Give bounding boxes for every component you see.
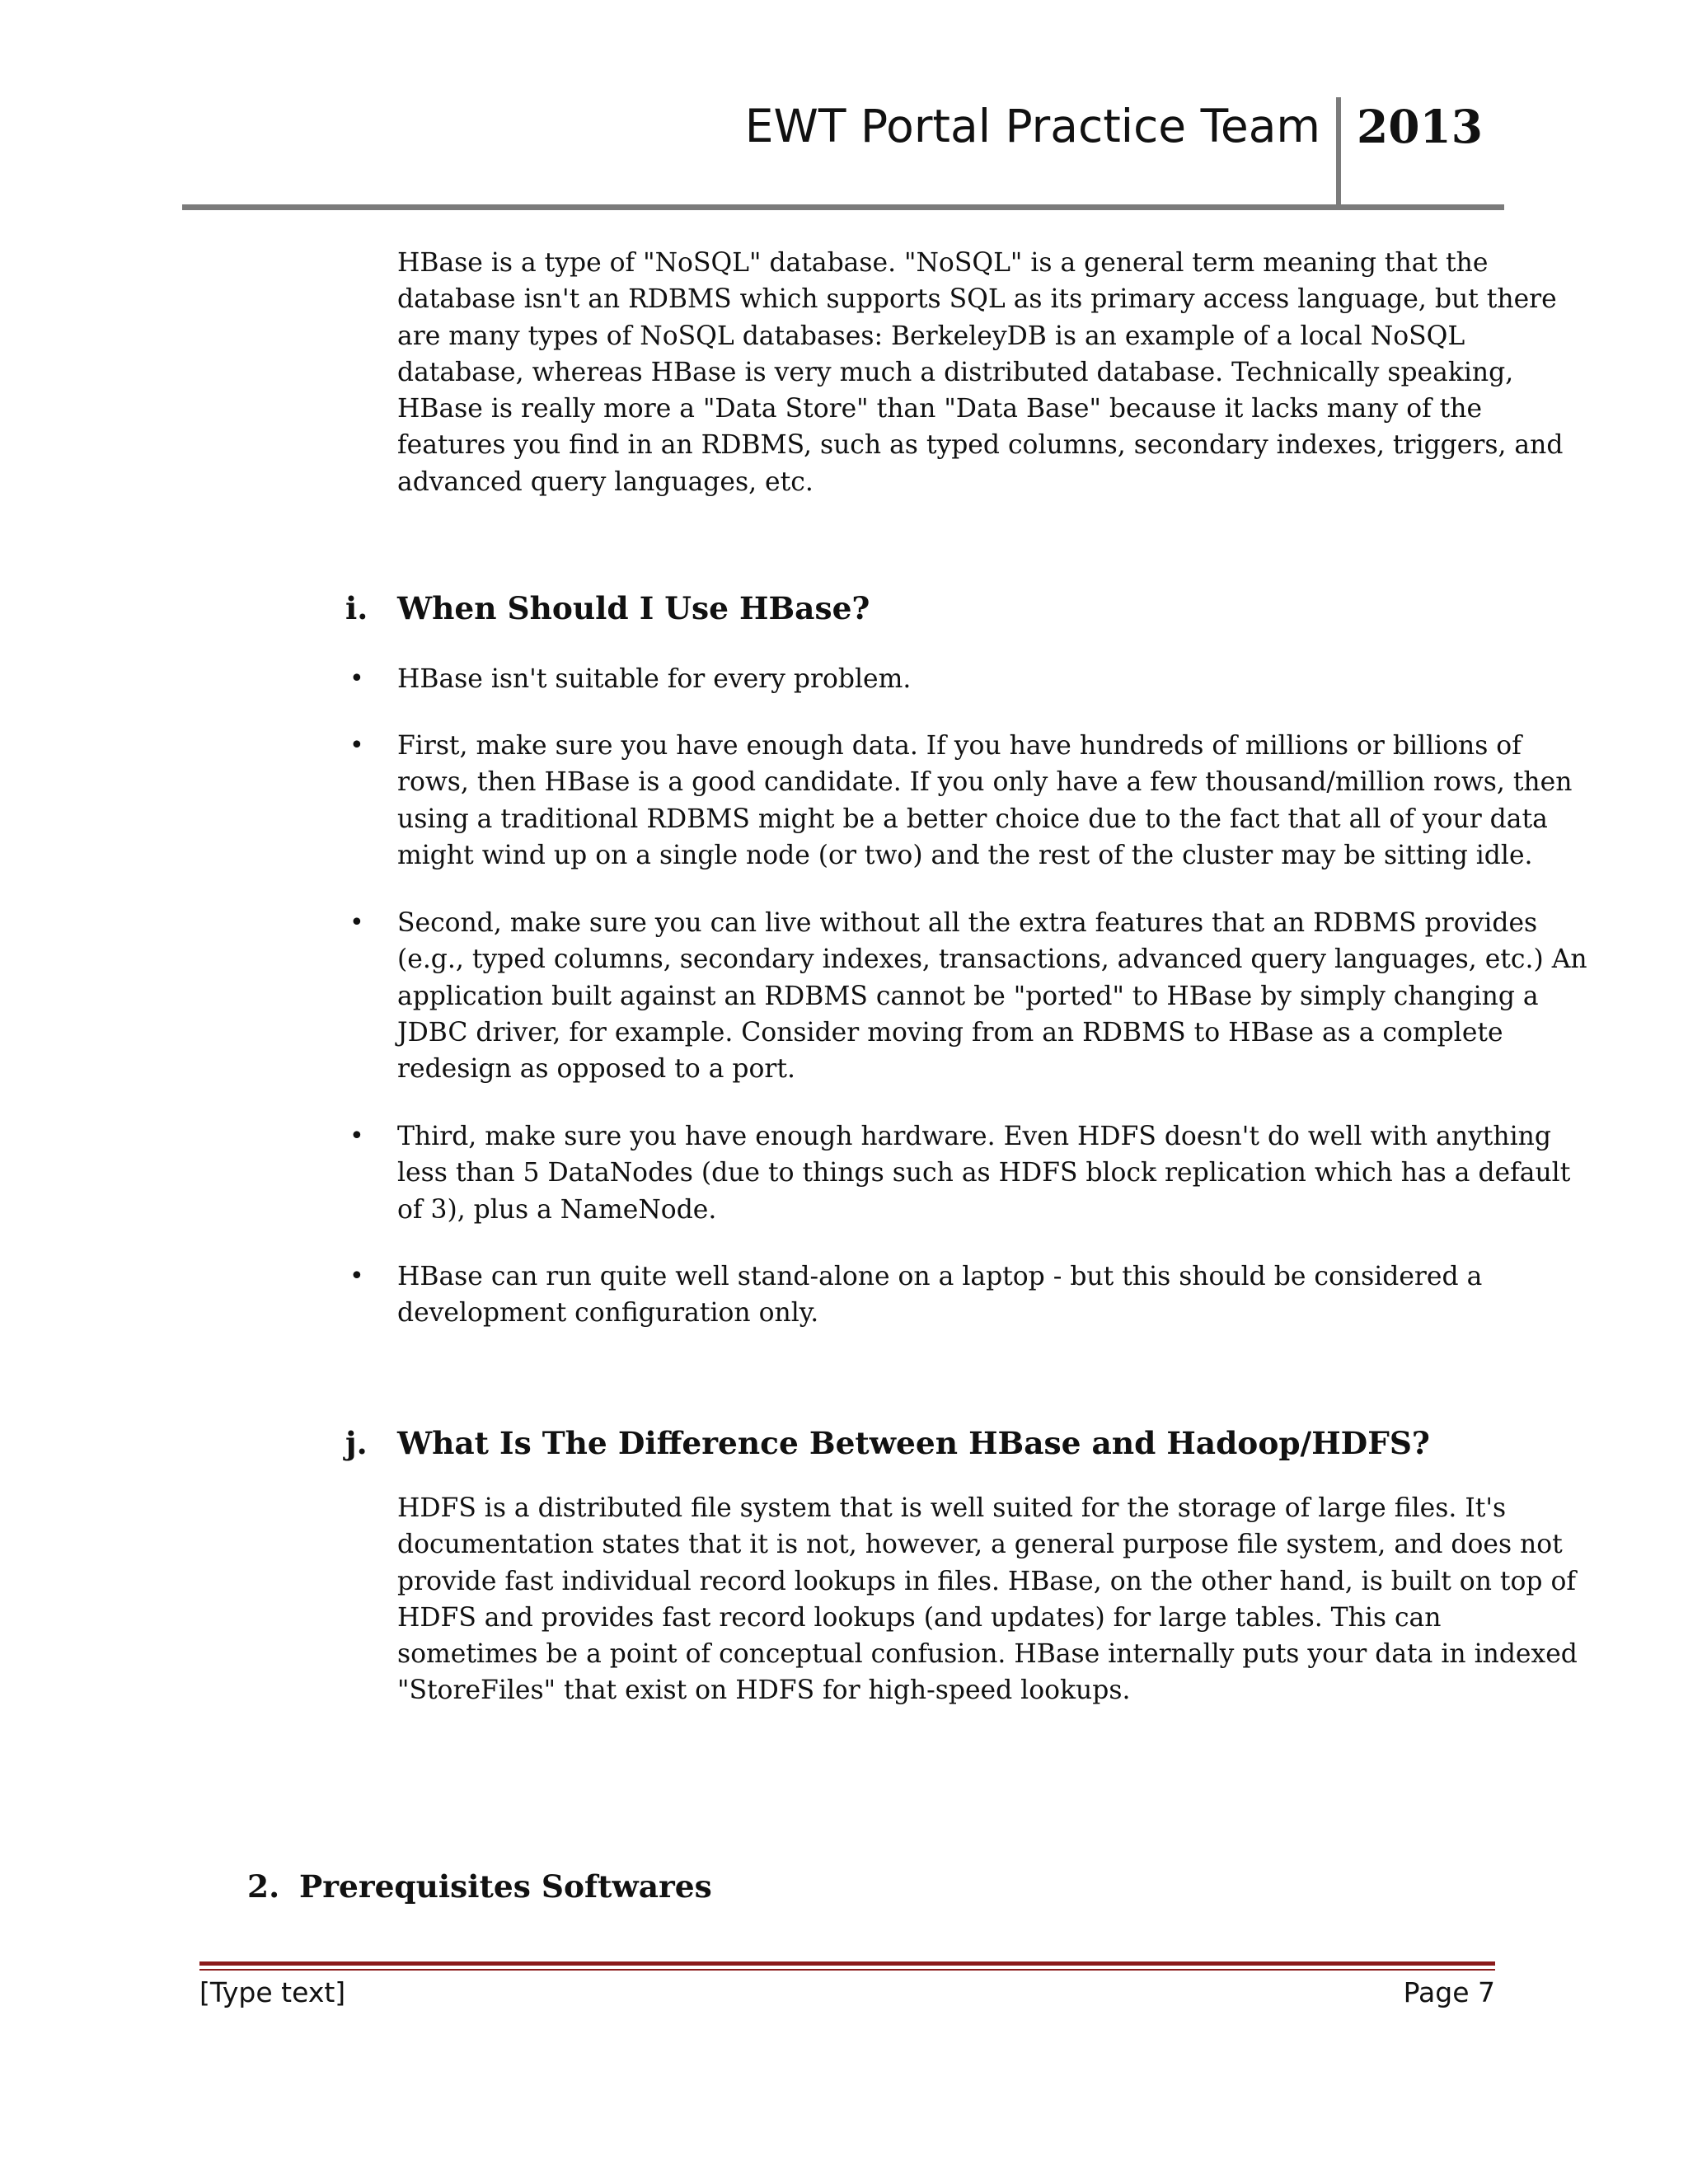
paragraph-line: are many types of NoSQL databases: BerkeleyDB is an example of a local NoSQL	[397, 321, 1465, 351]
list-item	[349, 1118, 1571, 1228]
hdfs-paragraph	[397, 1490, 1578, 1709]
bullet-line: of 3), plus a NameNode.	[397, 1194, 717, 1225]
bullet-line: First, make sure you have enough data. If you have hundreds of millions or billions of	[397, 731, 1522, 761]
section-heading-2	[247, 1868, 712, 1905]
bullet-icon: •	[349, 1122, 364, 1151]
paragraph-line: documentation states that it is not, however, a general purpose file system, and does not	[397, 1530, 1563, 1560]
section-heading-j	[345, 1425, 1430, 1461]
paragraph-line: HBase is really more a "Data Store" than "Data Base" because it lacks many of the	[397, 394, 1483, 424]
bullet-line: Second, make sure you can live without all the extra features that an RDBMS provides	[397, 908, 1538, 938]
heading-marker: j.	[345, 1425, 368, 1461]
bullet-line: less than 5 DataNodes (due to things such as HDFS block replication which has a default	[397, 1158, 1571, 1188]
page-number: Page 7	[1403, 1976, 1495, 2008]
bullet-icon: •	[349, 731, 364, 760]
header-year: 2013	[1357, 100, 1484, 153]
heading-marker: i.	[345, 590, 368, 626]
paragraph-line: provide fast individual record lookups in files. HBase, on the other hand, is built on top of	[397, 1566, 1576, 1596]
bullet-line: HBase isn't suitable for every problem.	[397, 664, 912, 694]
list-item	[349, 728, 1573, 874]
footer-rule	[199, 1961, 1495, 1966]
bullet-line: rows, then HBase is a good candidate. If you only have a few thousand/million rows, then	[397, 767, 1573, 798]
bullet-line: (e.g., typed columns, secondary indexes, transactions, advanced query languages, etc.) An	[397, 944, 1587, 975]
list-item	[349, 661, 1518, 697]
bullet-line: application built against an RDBMS cannot be "ported" to HBase by simply changing a	[397, 981, 1539, 1011]
paragraph-line: HDFS and provides fast record lookups (and updates) for large tables. This can	[397, 1602, 1442, 1633]
paragraph-line: HBase is a type of "NoSQL" database. "NoSQL" is a general term meaning that the	[397, 248, 1489, 278]
footer-rule-thin	[199, 1969, 1495, 1971]
paragraph-line: "StoreFiles" that exist on HDFS for high-speed lookups.	[397, 1675, 1131, 1706]
paragraph-line: database, whereas HBase is very much a distributed database. Technically speaking,	[397, 357, 1514, 387]
paragraph-line: advanced query languages, etc.	[397, 466, 814, 497]
list-item	[349, 1258, 1518, 1332]
heading-text: When Should I Use HBase?	[397, 590, 870, 626]
bullet-line: JDBC driver, for example. Consider moving from an RDBMS to HBase as a complete	[397, 1017, 1503, 1047]
bullet-icon: •	[349, 1262, 364, 1291]
heading-marker: 2.	[247, 1868, 280, 1905]
header-divider	[1336, 97, 1341, 206]
intro-paragraph	[397, 245, 1564, 500]
paragraph-line: sometimes be a point of conceptual confusion. HBase internally puts your data in indexed	[397, 1639, 1578, 1670]
bullet-line: HBase can run quite well stand-alone on a laptop - but this should be considered a	[397, 1262, 1483, 1291]
paragraph-line: features you find in an RDBMS, such as typed columns, secondary indexes, triggers, and	[397, 430, 1564, 461]
header-title: EWT Portal Practice Team	[744, 100, 1320, 152]
paragraph-line: database isn't an RDBMS which supports SQL as its primary access language, but there	[397, 284, 1557, 315]
heading-text: What Is The Difference Between HBase and Hadoop/HDFS?	[397, 1425, 1430, 1461]
bullet-line: Third, make sure you have enough hardware. Even HDFS doesn't do well with anything	[397, 1122, 1551, 1151]
bullet-line: using a traditional RDBMS might be a better choice due to the fact that all of your data	[397, 804, 1548, 834]
bullet-line: might wind up on a single node (or two) and the rest of the cluster may be sitting idle.	[397, 840, 1533, 870]
bullet-icon: •	[349, 664, 364, 693]
paragraph-line: HDFS is a distributed file system that is well suited for the storage of large files. It's	[397, 1493, 1507, 1523]
bullet-line: redesign as opposed to a port.	[397, 1054, 796, 1085]
bullet-line: development configuration only.	[397, 1298, 819, 1329]
footer-left-text: [Type text]	[199, 1976, 346, 2008]
list-item	[349, 905, 1587, 1087]
header-rule	[182, 204, 1504, 210]
section-heading-i	[345, 590, 870, 626]
heading-text: Prerequisites Softwares	[299, 1868, 712, 1905]
bullet-icon: •	[349, 908, 364, 937]
